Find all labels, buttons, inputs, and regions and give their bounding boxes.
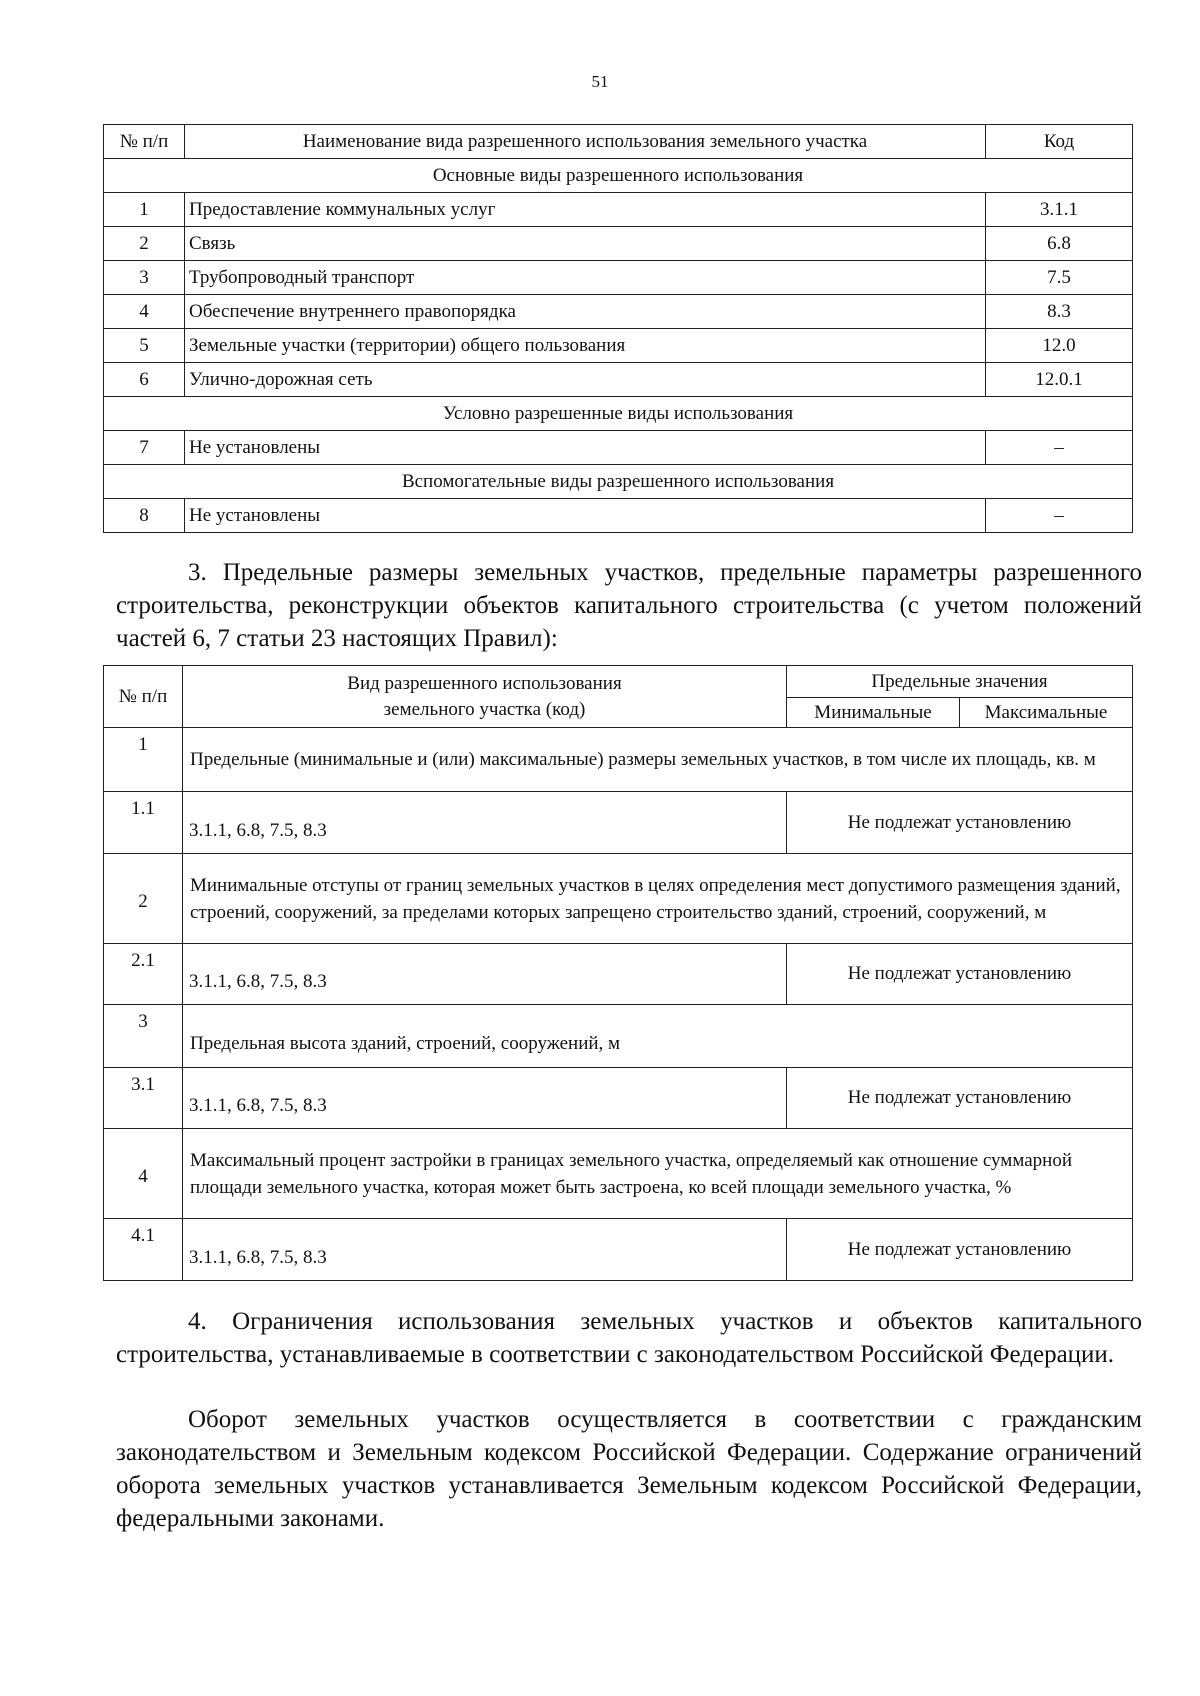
table-row [104,329,1133,363]
row-code: 12.0.1 [986,363,1133,397]
header-name: Наименование вида разрешенного использования земельного участка [185,125,986,159]
header-limits: Предельные значения [787,666,1133,698]
table-row [104,227,1133,261]
paragraph-3: 3. Предельные размеры земельных участков, предельные параметры разрешенного строительства, реконструкции объектов капитального строительства (с учетом положений частей 6, 7 статьи 23 настоящих Правил): [116,559,1142,652]
row-name: Не установлены [185,431,986,465]
row-num: 3.1 [104,1068,183,1129]
table-row [104,363,1133,397]
row-num: 1 [104,193,185,227]
row-name: Трубопроводный транспорт [185,261,986,295]
row-code: 7.5 [986,261,1133,295]
row-num: 8 [104,499,185,533]
section-main-title: Основные виды разрешенного использования [104,159,1133,193]
table-header-row [104,666,1133,698]
row-name: Улично-дорожная сеть [185,363,986,397]
row-num: 4 [104,295,185,329]
row-num: 2 [104,227,185,261]
header-num: № п/п [104,666,183,728]
section-conditional-title: Условно разрешенные виды использования [104,397,1133,431]
row-codes: 3.1.1, 6.8, 7.5, 8.3 [183,792,787,854]
section-row [104,397,1133,431]
section-auxiliary-title: Вспомогательные виды разрешенного использования [104,465,1133,499]
table-row [104,854,1133,944]
table-row [104,792,1133,854]
row-code: 8.3 [986,295,1133,329]
row-codes: 3.1.1, 6.8, 7.5, 8.3 [183,1068,787,1129]
table-row [104,499,1133,533]
row-code: – [986,431,1133,465]
header-min: Минимальные [787,698,960,728]
row-codes: 3.1.1, 6.8, 7.5, 8.3 [183,944,787,1005]
row-num: 1 [104,728,183,792]
paragraph-5: Оборот земельных участков осуществляется в соответствии с гражданским законодательством и Земельным кодексом Российской Федерации. Содержание ограничений оборота земельных участков устанавливается Земельным кодексом Российской Федерации, федеральными законами. [116,1406,1142,1532]
row-num: 2.1 [104,944,183,1005]
table-row [104,944,1133,1005]
permitted-use-table [103,124,1133,533]
row-num: 3 [104,1005,183,1068]
row-codes: 3.1.1, 6.8, 7.5, 8.3 [183,1219,787,1281]
limit-parameters-table [103,665,1133,1281]
row-num: 4 [104,1129,183,1219]
header-kind: Вид разрешенного использования земельного участка (код) [183,666,787,728]
row-num: 5 [104,329,185,363]
row-num: 6 [104,363,185,397]
table-row [104,1005,1133,1068]
section-row [104,465,1133,499]
row-num: 7 [104,431,185,465]
row-num: 4.1 [104,1219,183,1281]
table-header-row [104,125,1133,159]
row-code: 3.1.1 [986,193,1133,227]
row-name: Предоставление коммунальных услуг [185,193,986,227]
row-text: Максимальный процент застройки в границах земельного участка, определяемый как отношение суммарной площади земельного участка, которая может быть застроена, ко всей площади земельного участка, % [183,1129,1133,1219]
table-row [104,431,1133,465]
row-code: – [986,499,1133,533]
table-row [104,261,1133,295]
row-value: Не подлежат установлению [787,1068,1133,1129]
row-code: 12.0 [986,329,1133,363]
row-name: Не установлены [185,499,986,533]
row-text: Предельная высота зданий, строений, сооружений, м [183,1005,1133,1068]
row-num: 1.1 [104,792,183,854]
table-row [104,193,1133,227]
table-row [104,1068,1133,1129]
row-name: Обеспечение внутреннего правопорядка [185,295,986,329]
header-max: Максимальные [960,698,1133,728]
row-text: Предельные (минимальные и (или) максимальные) размеры земельных участков, в том числе их площадь, кв. м [183,728,1133,792]
row-name: Связь [185,227,986,261]
table-row [104,1219,1133,1281]
page-number: 51 [591,72,609,91]
table-row [104,1129,1133,1219]
section-row [104,159,1133,193]
row-text: Минимальные отступы от границ земельных участков в целях определения мест допустимого размещения зданий, строений, сооружений, за пределами которых запрещено строительство зданий, строений, сооружений, м [183,854,1133,944]
header-num: № п/п [104,125,185,159]
row-name: Земельные участки (территории) общего пользования [185,329,986,363]
table-row [104,295,1133,329]
row-code: 6.8 [986,227,1133,261]
row-num: 2 [104,854,183,944]
row-value: Не подлежат установлению [787,792,1133,854]
row-num: 3 [104,261,185,295]
header-code: Код [986,125,1133,159]
row-value: Не подлежат установлению [787,1219,1133,1281]
table-row [104,728,1133,792]
paragraph-4: 4. Ограничения использования земельных участков и объектов капитального строительства, устанавливаемые в соответствии с законодательством Российской Федерации. [116,1308,1142,1368]
row-value: Не подлежат установлению [787,944,1133,1005]
